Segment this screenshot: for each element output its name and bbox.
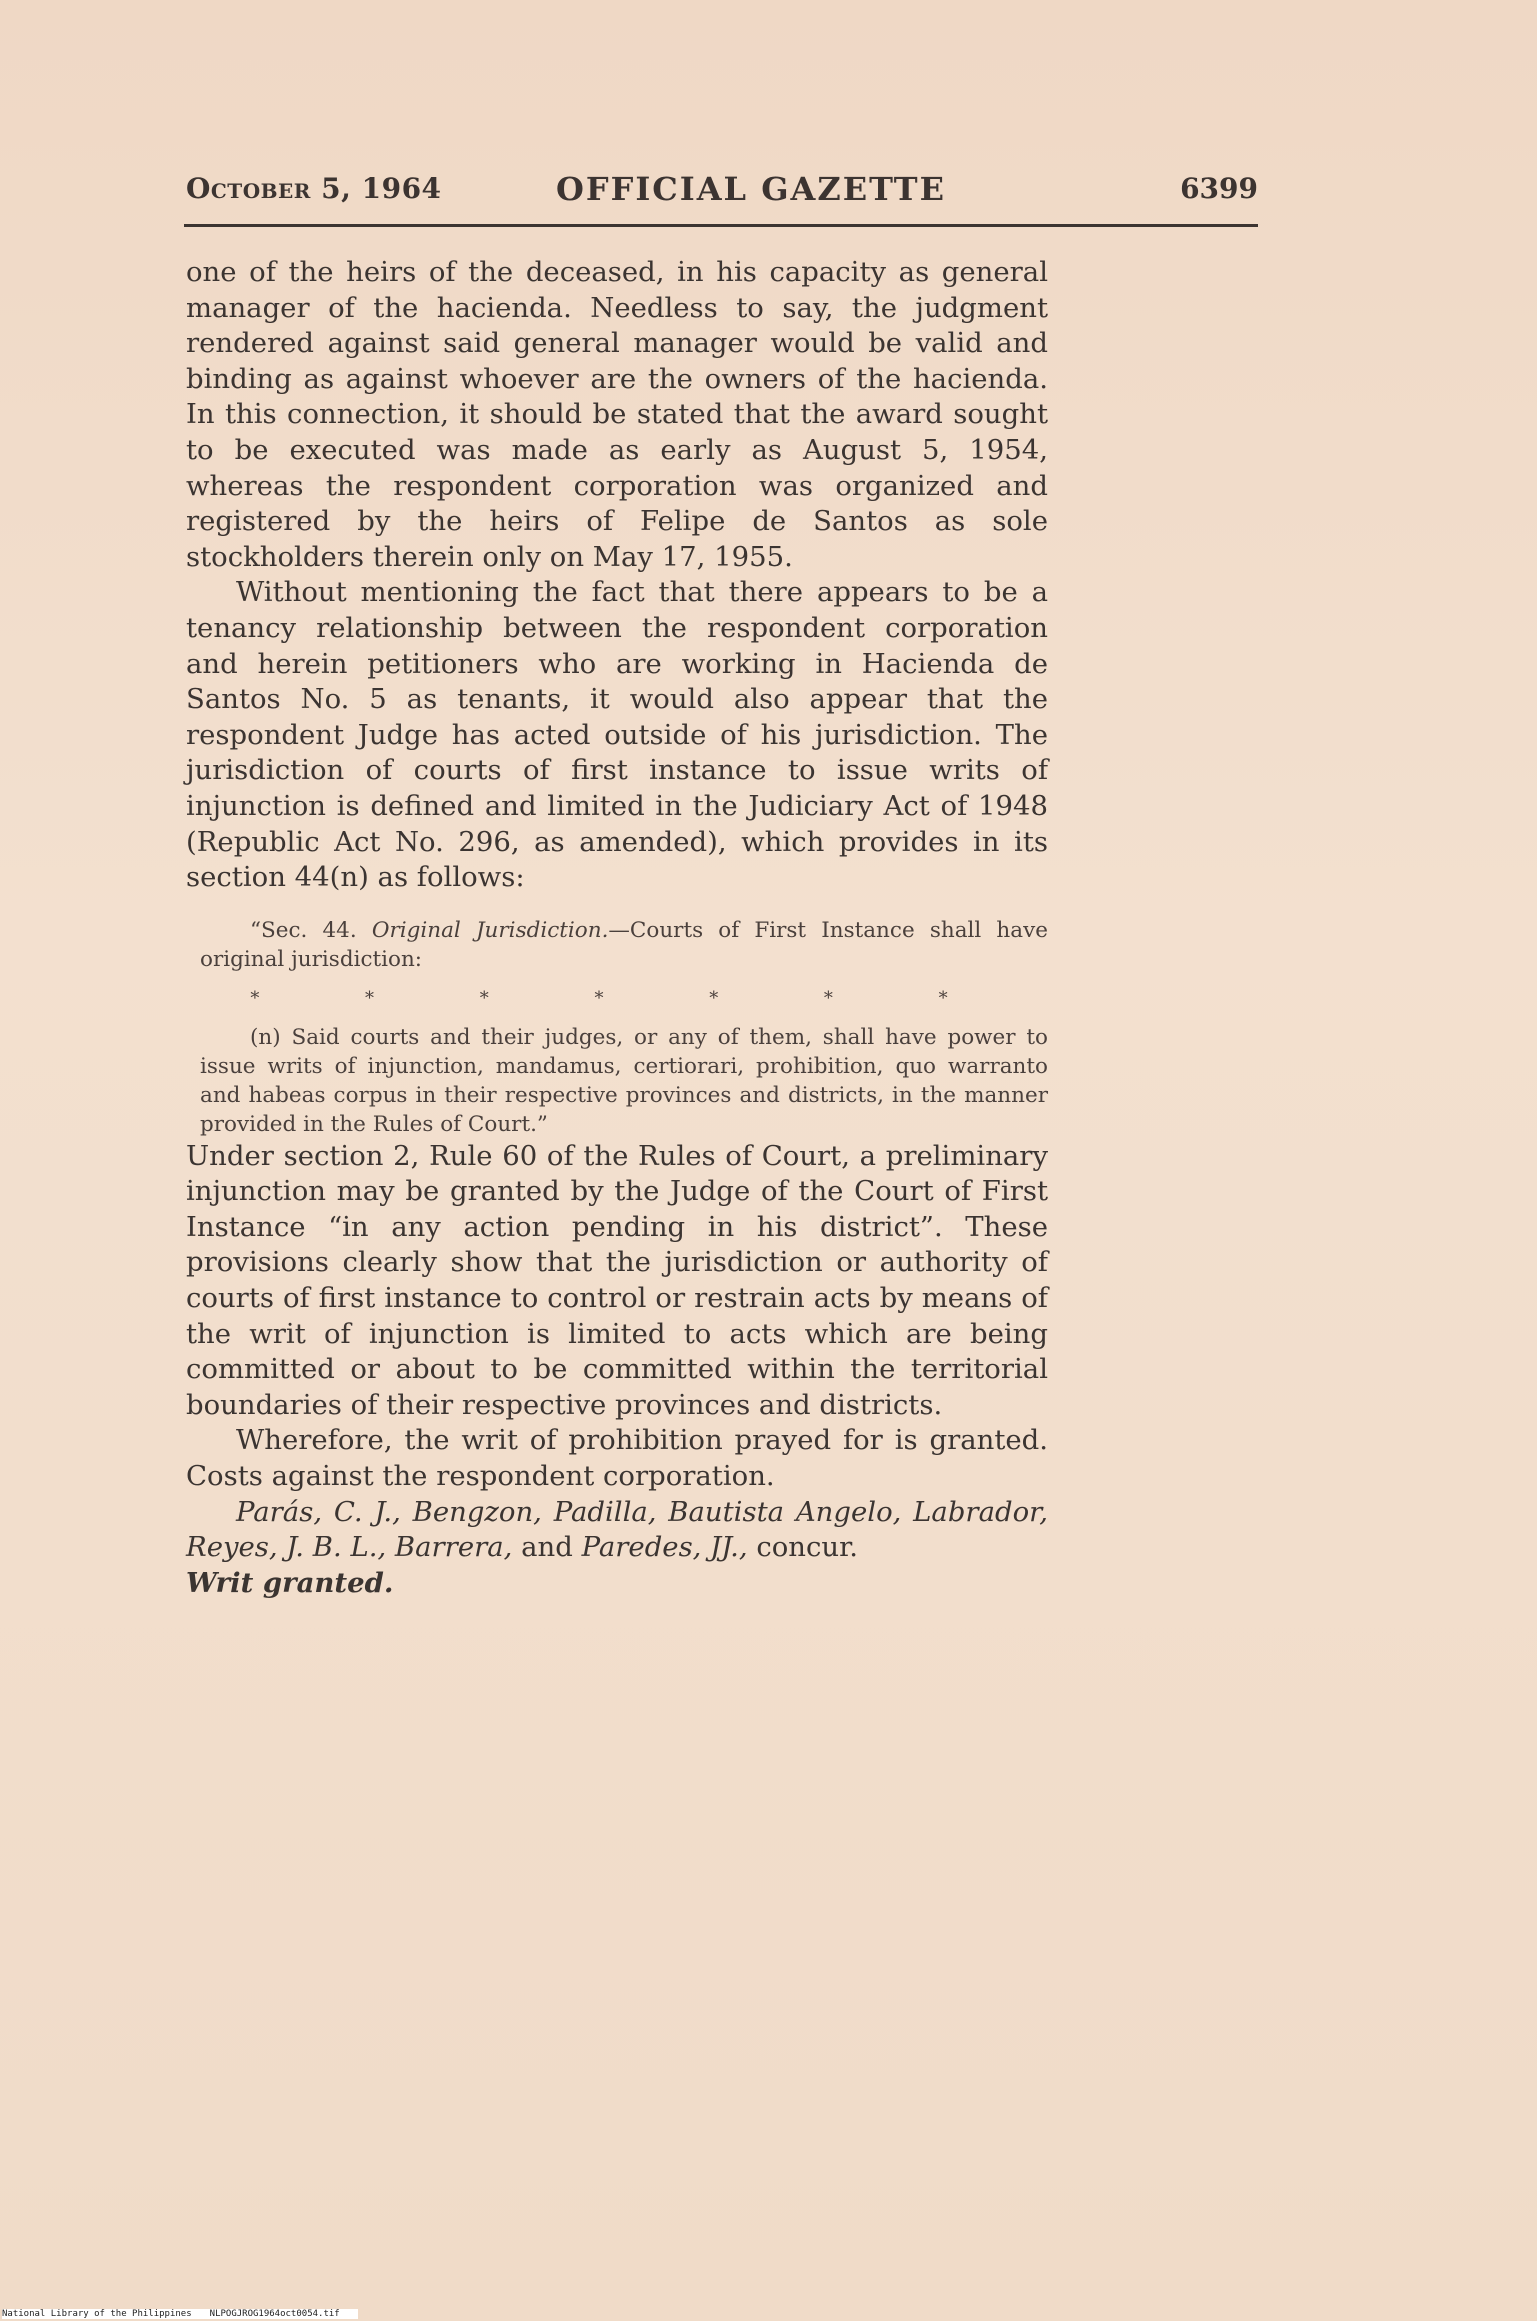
body-text bbox=[186, 255, 1048, 1601]
concurrence bbox=[186, 1495, 1048, 1566]
concur-and: and bbox=[521, 1531, 573, 1564]
block-quote bbox=[200, 916, 1048, 1139]
scan-footer bbox=[2, 2309, 358, 2319]
quote-clause: (n) Said courts and their judges, or any of them, shall have power to issue writs of injunction, mandamus, certiorari, prohibition, quo warranto and habeas corpus in their respective provinces and districts, in the manner provided in the Rules of Court.” bbox=[200, 1024, 1048, 1137]
paragraph-2: Without mentioning the fact that there appears to be a tenancy relationship between the respondent corporation and herein petitioners who are working in Hacienda de Santos No. 5 as tenants, it would also appear that the respondent Judge has acted outside of his jurisdiction. The jurisdiction of courts of first instance to issue writs of injunction is defined and limited in the Judiciary Act of 1948 (Republic Act No. 296, as amended), which provides in its section 44(n) as follows: bbox=[186, 576, 1048, 894]
header-title: OFFICIAL GAZETTE bbox=[556, 170, 946, 208]
footer-file: NLPOGJROG1964oct0054.tif bbox=[209, 2309, 340, 2319]
header-page-number: 6399 bbox=[1180, 172, 1258, 205]
quote-section-heading bbox=[200, 916, 1048, 974]
footer-library: National Library of the Philippines bbox=[2, 2309, 192, 2319]
concur-names: Parás, C. J., Bengzon, Padilla, Bautista Angelo, Labrador, Reyes, J. B. L., Barrera, bbox=[186, 1495, 1048, 1564]
concur-tail: concur. bbox=[756, 1531, 858, 1564]
header-rule bbox=[184, 224, 1258, 227]
quote-sec-title: Original Jurisdiction. bbox=[371, 917, 609, 943]
page-header bbox=[186, 170, 1258, 214]
concur-last: Paredes, JJ., bbox=[581, 1531, 748, 1564]
header-date: October 5, 1964 bbox=[186, 172, 442, 205]
paragraph-1: one of the heirs of the deceased, in his capacity as general manager of the hacienda. Needless to say, the judgment rendered against said general manager would be valid and binding as against whoever are the owners of the hacienda. In this connection, it should be stated that the award sought to be executed was made as early as August 5, 1954, whereas the respondent corporation was organized and registered by the heirs of Felipe de Santos as sole stockholders therein only on May 17, 1955. bbox=[186, 256, 1048, 573]
quote-sec-prefix: “Sec. 44. bbox=[250, 917, 357, 943]
paragraph-3: Under section 2, Rule 60 of the Rules of Court, a preliminary injunction may be granted by the Judge of the Court of First Instance “in any action pending in his district”. These provisions clearly show that the jurisdiction or authority of courts of first instance to control or restrain acts by means of the writ of injunction is limited to acts which are being committed or about to be committed within the territorial boundaries of their respective provinces and districts. bbox=[186, 1139, 1048, 1421]
quote-sec-rest: —Courts of First Instance shall have original jurisdiction: bbox=[200, 917, 1048, 972]
paragraph-4: Wherefore, the writ of prohibition prayed for is granted. Costs against the respondent corporation. bbox=[186, 1424, 1048, 1493]
quote-ellipsis-stars: * * * * * * * bbox=[250, 987, 998, 1009]
judgment-line: Writ granted. bbox=[186, 1566, 394, 1599]
